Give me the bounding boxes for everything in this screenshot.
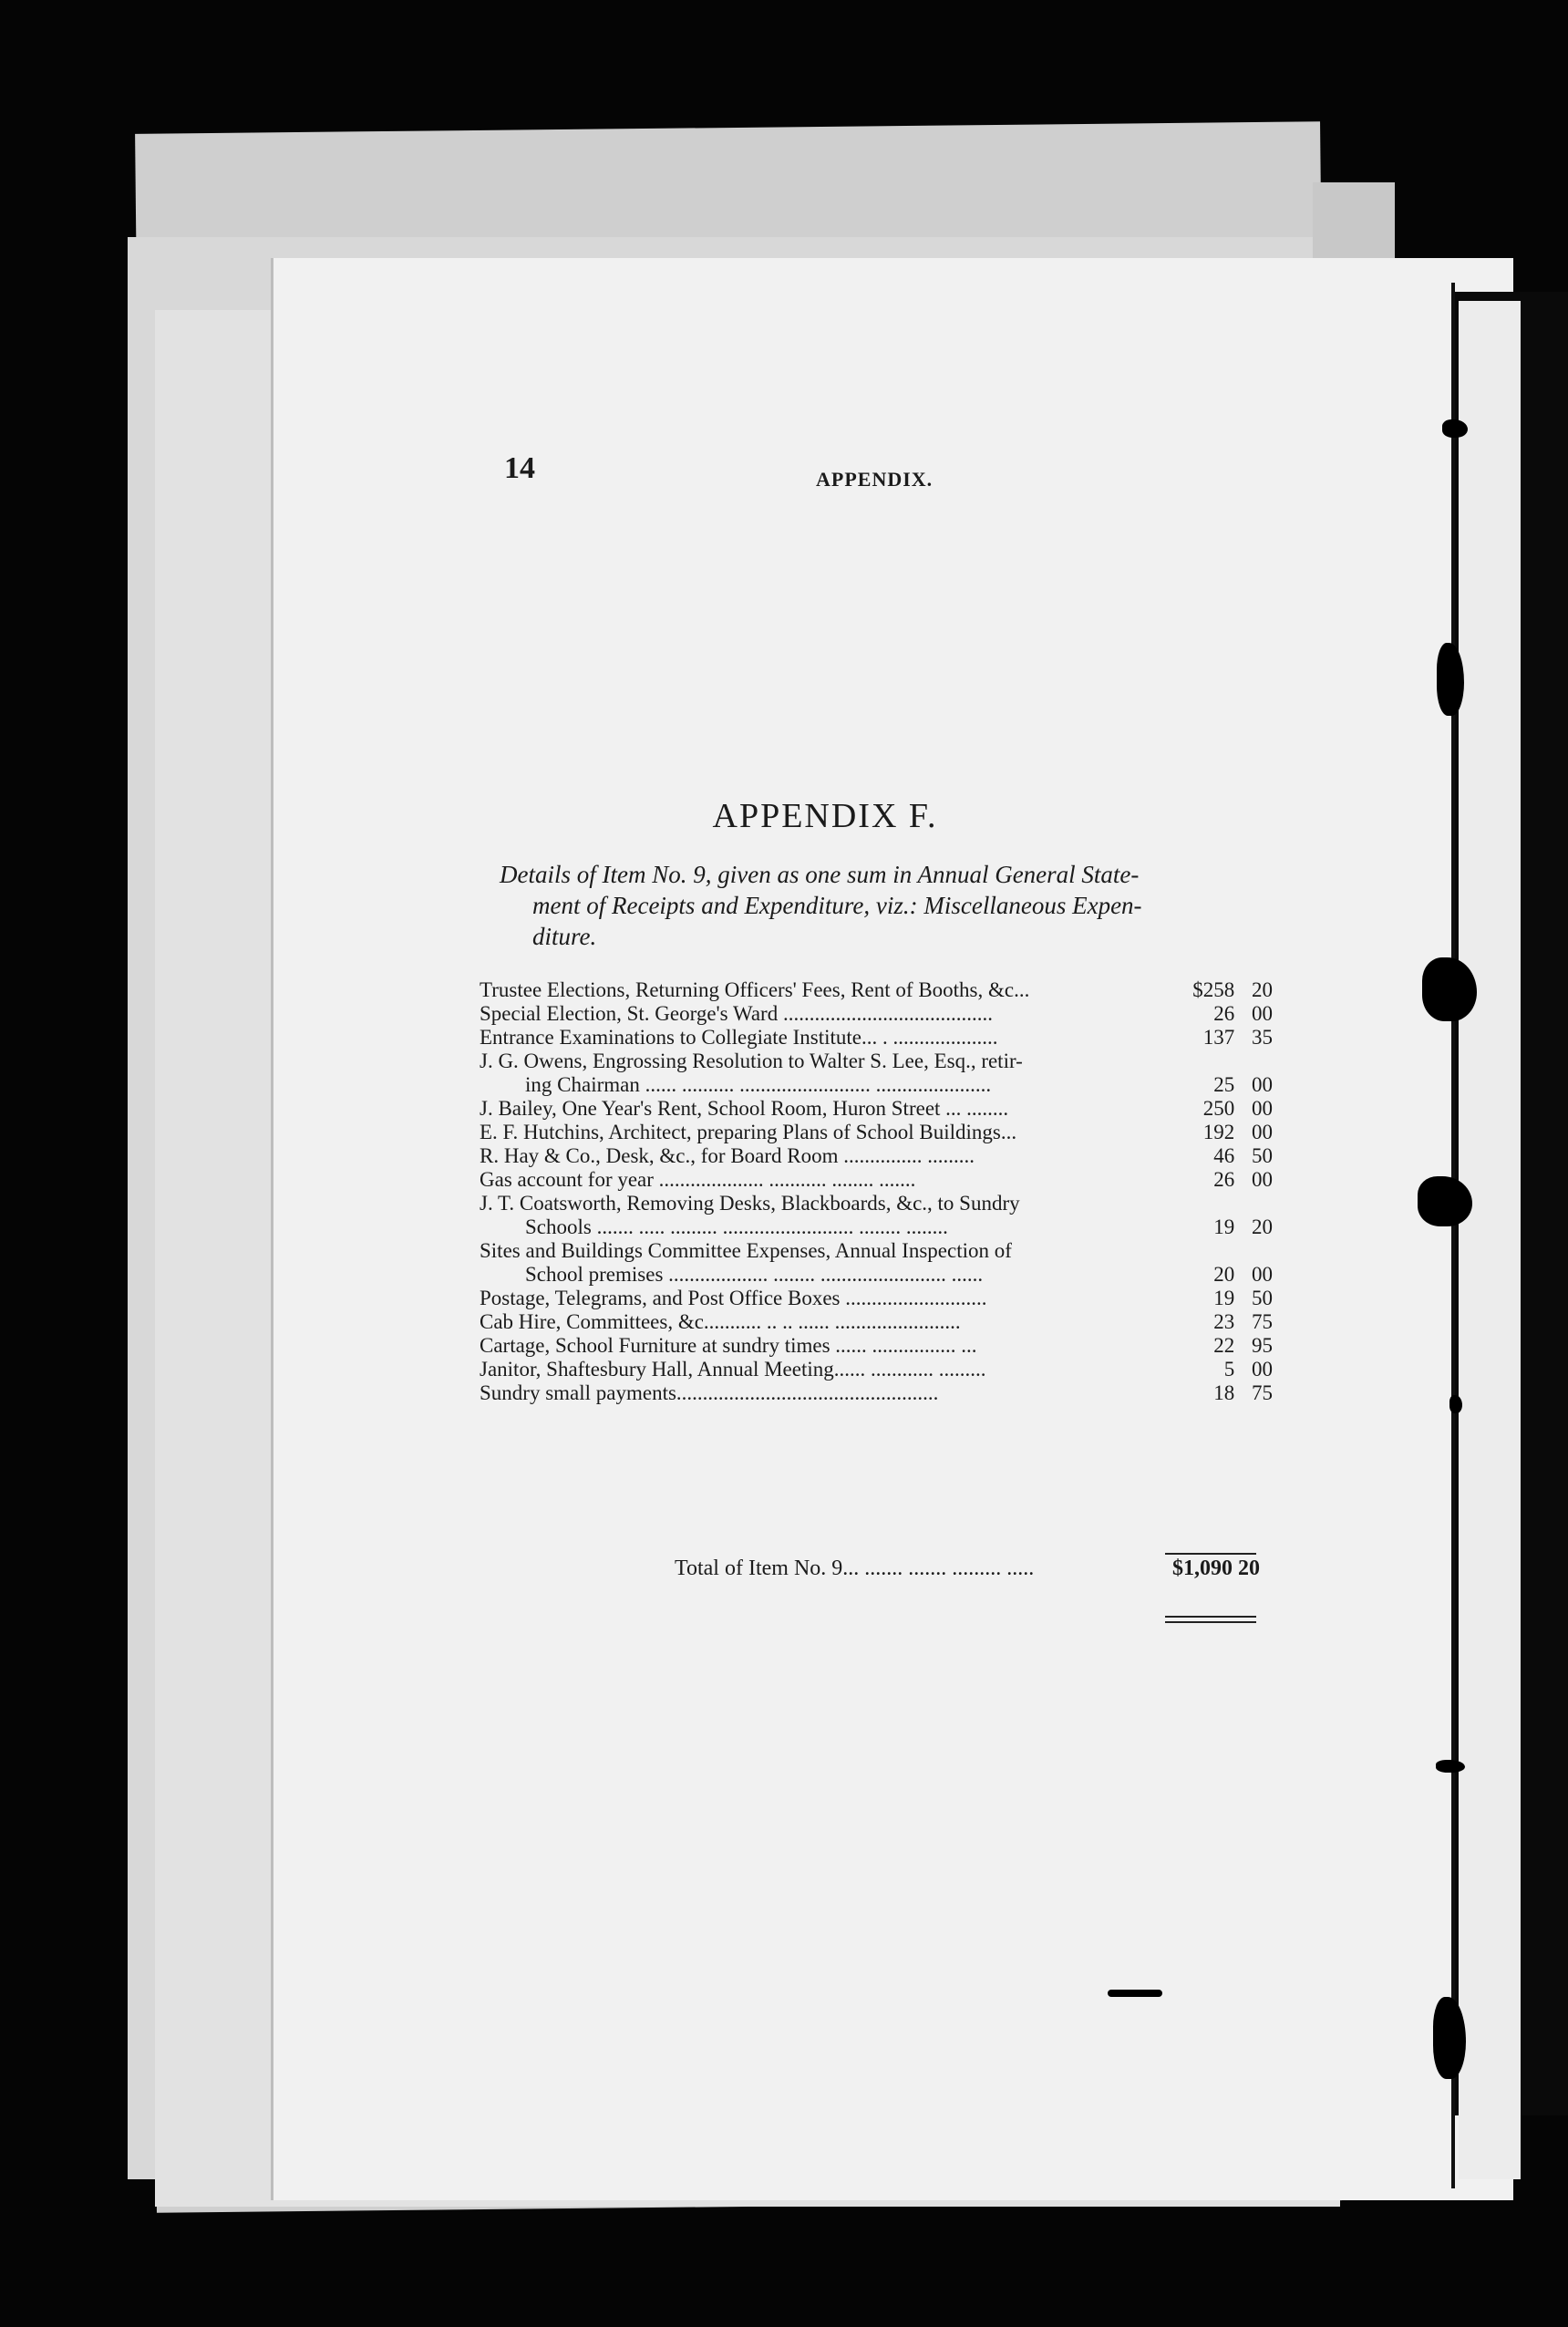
ledger-amount	[1181, 1121, 1273, 1144]
amount-cents: 75	[1252, 1310, 1273, 1333]
amount-cents: 00	[1252, 1168, 1273, 1191]
amount-cents: 20	[1252, 978, 1273, 1001]
amount-dollars: $258	[1192, 978, 1235, 1001]
ledger-row	[480, 1287, 1273, 1310]
ledger-description: Entrance Examinations to Collegiate Institute... . ....................	[480, 1026, 998, 1049]
ledger-description: Sites and Buildings Committee Expenses, Annual Inspection of	[480, 1239, 1012, 1262]
ledger-description: Cab Hire, Committees, &c........... .. .. ...... ........................	[480, 1310, 961, 1333]
ledger-description: J. T. Coatsworth, Removing Desks, Blackboards, &c., to Sundry	[480, 1192, 1020, 1215]
total-label: Total of Item No. 9... ....... ....... ......... .....	[675, 1557, 1035, 1580]
ledger-amount	[1181, 978, 1273, 1002]
amount-cents: 20	[1252, 1215, 1273, 1238]
ledger-amount	[1181, 1263, 1273, 1287]
ledger-description: Trustee Elections, Returning Officers' Fees, Rent of Booths, &c...	[480, 978, 1030, 1001]
intro-line: Details of Item No. 9, given as one sum in Annual General State-	[500, 861, 1140, 888]
ledger-amount	[1181, 1215, 1273, 1239]
ledger-description: Cartage, School Furniture at sundry times ...... ................ ...	[480, 1334, 977, 1357]
ledger-row	[480, 1026, 1273, 1050]
ledger-amount	[1181, 1144, 1273, 1168]
ledger-description: Janitor, Shaftesbury Hall, Annual Meeting...... ............ .........	[480, 1358, 986, 1381]
ledger-row	[480, 1168, 1273, 1192]
ledger-row	[480, 1239, 1273, 1287]
intro-line: diture.	[532, 923, 597, 950]
ledger-description: Sundry small payments..................................................	[480, 1381, 939, 1404]
amount-dollars: 137	[1202, 1026, 1235, 1049]
amount-dollars: 19	[1213, 1215, 1235, 1238]
amount-cents: 35	[1252, 1026, 1273, 1049]
amount-cents: 00	[1252, 1358, 1273, 1381]
amount-cents: 00	[1252, 1002, 1273, 1025]
ledger-amount	[1181, 1310, 1273, 1334]
amount-dollars: 20	[1213, 1263, 1235, 1286]
ledger-description: R. Hay & Co., Desk, &c., for Board Room ............... .........	[480, 1144, 975, 1167]
amount-dollars: 26	[1213, 1168, 1235, 1191]
total-double-rule	[1165, 1621, 1256, 1623]
ledger-row	[480, 1358, 1273, 1381]
amount-dollars: 18	[1213, 1381, 1235, 1404]
amount-dollars: 250	[1202, 1097, 1235, 1120]
total-row	[675, 1557, 1276, 1581]
facing-page-edge	[1459, 301, 1521, 2179]
ledger-amount	[1181, 1381, 1273, 1405]
amount-dollars: 192	[1202, 1121, 1235, 1143]
amount-cents: 50	[1252, 1144, 1273, 1167]
amount-cents: 00	[1252, 1097, 1273, 1120]
ink-mark	[1108, 1990, 1162, 1997]
ledger-description-continued: School premises ................... ........ ........................ ......	[525, 1263, 984, 1286]
binding-line	[1451, 283, 1455, 2188]
ledger-description-continued: ing Chairman ...... .......... ......................... ......................	[525, 1073, 992, 1096]
total-double-rule	[1165, 1616, 1256, 1618]
amount-dollars: 19	[1213, 1287, 1235, 1309]
ink-blot	[1442, 419, 1468, 438]
appendix-title: APPENDIX F.	[712, 797, 938, 835]
expenditure-ledger	[480, 978, 1273, 1405]
ledger-row	[480, 1310, 1273, 1334]
ledger-amount	[1181, 1073, 1273, 1097]
ledger-row	[480, 1334, 1273, 1358]
ledger-description-continued: Schools ....... ..... ......... ......................... ........ ........	[525, 1215, 948, 1238]
ledger-description: Special Election, St. George's Ward ........................................	[480, 1002, 993, 1025]
ink-blot	[1449, 1395, 1462, 1413]
ledger-amount	[1181, 1168, 1273, 1192]
amount-dollars: 23	[1213, 1310, 1235, 1333]
running-head: APPENDIX.	[816, 468, 934, 491]
intro-line: ment of Receipts and Expenditure, viz.: Miscellaneous Expen-	[532, 892, 1142, 919]
ledger-description: E. F. Hutchins, Architect, preparing Plans of School Buildings...	[480, 1121, 1017, 1143]
amount-cents: 50	[1252, 1287, 1273, 1309]
ledger-description: Postage, Telegrams, and Post Office Boxes ...........................	[480, 1287, 987, 1309]
ledger-amount	[1181, 1026, 1273, 1050]
ink-blot	[1436, 1760, 1465, 1773]
ledger-row	[480, 1381, 1273, 1405]
ledger-amount	[1181, 1334, 1273, 1358]
ledger-row	[480, 1144, 1273, 1168]
amount-dollars: 5	[1223, 1358, 1235, 1381]
ledger-amount	[1181, 1097, 1273, 1121]
ledger-row	[480, 1002, 1273, 1026]
ledger-description: J. G. Owens, Engrossing Resolution to Walter S. Lee, Esq., retir-	[480, 1050, 1023, 1072]
ledger-row	[480, 1121, 1273, 1144]
appendix-intro	[500, 859, 1302, 952]
ledger-row	[480, 1097, 1273, 1121]
amount-cents: 00	[1252, 1121, 1273, 1143]
ledger-row	[480, 1050, 1273, 1097]
total-rule-top	[1165, 1553, 1256, 1555]
ledger-amount	[1181, 1358, 1273, 1381]
amount-dollars: 46	[1213, 1144, 1235, 1167]
ledger-amount	[1181, 1287, 1273, 1310]
amount-cents: 00	[1252, 1263, 1273, 1286]
ledger-description: J. Bailey, One Year's Rent, School Room, Huron Street ... ........	[480, 1097, 1009, 1120]
page-number: 14	[504, 451, 535, 485]
amount-dollars: 22	[1213, 1334, 1235, 1357]
amount-dollars: 25	[1213, 1073, 1235, 1096]
ledger-description: Gas account for year .................... ........... ........ .......	[480, 1168, 916, 1191]
amount-cents: 00	[1252, 1073, 1273, 1096]
ledger-amount	[1181, 1002, 1273, 1026]
amount-cents: 95	[1252, 1334, 1273, 1357]
total-amount: $1,090 20	[1172, 1557, 1260, 1580]
ledger-row	[480, 1192, 1273, 1239]
amount-cents: 75	[1252, 1381, 1273, 1404]
ledger-row	[480, 978, 1273, 1002]
amount-dollars: 26	[1213, 1002, 1235, 1025]
